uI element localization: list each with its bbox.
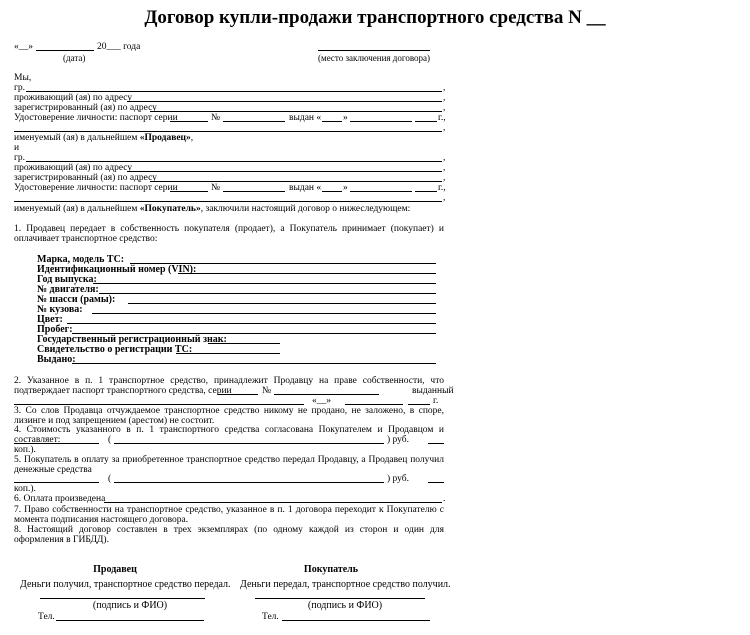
place-label: (место заключения договора) (318, 53, 431, 63)
payment-line[interactable] (104, 502, 442, 503)
seller-issued-by-line[interactable] (14, 131, 442, 132)
and-label: и (14, 143, 20, 153)
date-row (14, 42, 33, 52)
date-year: 20___ года (97, 42, 141, 52)
clause-4: 4. Стоимость указанного в п. 1 транспортного средства согласована Покупателем и Продавцом и составляет: (14, 425, 444, 445)
buyer-named: именуемый (ая) в дальнейшем «Покупатель», заключили настоящий договор о нижеследующем: (14, 204, 411, 214)
vehicle-field: № кузова: (37, 304, 83, 315)
seller-gr-label: гр. (14, 83, 26, 93)
contract-page: Договор купли-продажи транспортного средства N __ «__» 20___ года (дата) (место заключения договора) Мы, гр. , проживающий (ая) по адресу , зарегистрированный (ая) по адресу , Удостоверение личности: паспорт серии № выдан « » г., , именуемый (ая) в дальнейшем «Продавец», и гр. , проживающий (ая) по адресу , зарегистрированный (ая) по адресу , Удостоверение личности: паспорт серии № выдан « » г., , именуемый (ая) в дальнейшем «Покупатель», заключили настоящий договор о нижеследующем: 1. Продавец передает в собственность покупателя (продает), а Покупатель принимает (покупает) и оплачивает транспортное средство: Марка, модель ТС: Идентификационный номер (VIN): Год выпуска: № двигателя: № шасси (рамы): № кузова: Цвет: Пробег: Государственный регистрационный знак: Свидетельство о регистрации ТС: Выдано: 2. Указанное в п. 1 транспортное средство, принадлежит Продавцу на праве собственности, что подтверждает паспорт транспортного средства, серии № выданный «__» г. 3. Со слов Продавца отчуждаемое транспортное средство никому не продано, не заложено, в споре, лизинге и под запрещением (арестом) не состоит. 4. Стоимость указанного в п. 1 транспортного средства согласована Покупателем и Продавцом и составляет: ( ) руб. коп.). 5. Покупатель в оплату за приобретенное транспортное средство передал Продавцу, а Продавец получил денежные средства ( ) руб. коп.). 6. Оплата произведена . 7. Право собственности на транспортное средство, указанное в п. 1 договора переходит к Покупателю с момента подписания настоящего договора. 8. Настоящий договор составлен в трех экземплярах (по одному каждой из сторон и один для оформления в ГИБДД). Продавец Покупатель Деньги получил, транспортное средство передал. Деньги передал, транспортное средство получил. (подпись и ФИО) (подпись и ФИО) Тел. Тел. (0, 0, 750, 635)
buyer-gr-label: гр. (14, 153, 26, 163)
seller-tel-label: Тел. (38, 612, 55, 622)
buyer-issued-by-line[interactable] (14, 201, 442, 202)
date-prefix: «__» (14, 42, 33, 52)
buyer-passport-series-line[interactable] (170, 191, 208, 192)
date-label: (дата) (63, 53, 86, 63)
seller-passport-number-line[interactable] (223, 121, 285, 122)
buyer-title: Покупатель (303, 564, 359, 575)
clause-7: 7. Право собственности на транспортное средство, указанное в п. 1 договора переходит к Покупателю с момента подписания настоящего договора. (14, 505, 444, 525)
seller-passport-series-line[interactable] (170, 121, 208, 122)
buyer-sign-label: (подпись и ФИО) (307, 600, 383, 611)
buyer-living-label: проживающий (ая) по адресу (14, 163, 133, 173)
buyer-tel-label: Тел. (262, 612, 279, 622)
seller-registered-label: зарегистрированный (ая) по адресу (14, 103, 157, 113)
buyer-registered-line[interactable] (150, 181, 442, 182)
vehicle-field: Идентификационный номер (VIN): (37, 264, 197, 275)
buyer-passport-number-line[interactable] (223, 191, 285, 192)
buyer-sign-text: Деньги передал, транспортное средство получил. (240, 579, 451, 590)
seller-tel-line[interactable] (56, 620, 204, 621)
vehicle-field: Выдано: (37, 354, 76, 365)
buyer-name-line[interactable] (26, 161, 442, 162)
seller-name-line[interactable] (26, 91, 442, 92)
vehicle-field: Государственный регистрационный знак: (37, 334, 227, 345)
seller-living-line[interactable] (127, 101, 442, 102)
buyer-signature-line[interactable] (255, 598, 425, 599)
clause-1: 1. Продавец передает в собственность покупателя (продает), а Покупатель принимает (покупает) и оплачивает транспортное средство: (14, 224, 444, 244)
vehicle-field: Цвет: (37, 314, 63, 325)
clause-6: 6. Оплата произведена (14, 494, 106, 504)
clause-5: 5. Покупатель в оплату за приобретенное транспортное средство передал Продавцу, а Продавец получил денежные средства (14, 455, 444, 475)
clause-3: 3. Со слов Продавца отчуждаемое транспортное средство никому не продано, не заложено, в споре, лизинге и под запрещением (арестом) не состоит. (14, 406, 444, 426)
clause-8: 8. Настоящий договор составлен в трех экземплярах (по одному каждой из сторон и один для оформления в ГИБДД). (14, 525, 444, 545)
vehicle-field: № двигателя: (37, 284, 99, 295)
seller-named: именуемый (ая) в дальнейшем «Продавец», (14, 133, 194, 143)
we-label: Мы, (14, 73, 32, 83)
seller-signature-line[interactable] (40, 598, 205, 599)
buyer-living-line[interactable] (127, 171, 442, 172)
seller-sign-text: Деньги получил, транспортное средство передал. (20, 579, 231, 590)
seller-title: Продавец (93, 564, 137, 575)
seller-sign-label: (подпись и ФИО) (92, 600, 168, 611)
buyer-registered-label: зарегистрированный (ая) по адресу (14, 173, 157, 183)
seller-passport-label: Удостоверение личности: паспорт серии (14, 113, 178, 123)
vehicle-field: № шасси (рамы): (37, 294, 116, 305)
vehicle-field: Марка, модель ТС: (37, 254, 125, 265)
seller-living-label: проживающий (ая) по адресу (14, 93, 133, 103)
buyer-passport-label: Удостоверение личности: паспорт серии (14, 183, 178, 193)
place-line[interactable] (318, 50, 430, 51)
clause-2: 2. Указанное в п. 1 транспортное средство, принадлежит Продавцу на праве собственности, что подтверждает паспорт транспортного средства, серии (14, 376, 444, 396)
vehicle-field: Пробег: (37, 324, 73, 335)
vehicle-field: Свидетельство о регистрации ТС: (37, 344, 193, 355)
page-title: Договор купли-продажи транспортного средства N __ (144, 7, 606, 28)
vehicle-field: Год выпуска: (37, 274, 97, 285)
date-line[interactable] (36, 50, 94, 51)
seller-registered-line[interactable] (150, 111, 442, 112)
buyer-tel-line[interactable] (282, 620, 430, 621)
